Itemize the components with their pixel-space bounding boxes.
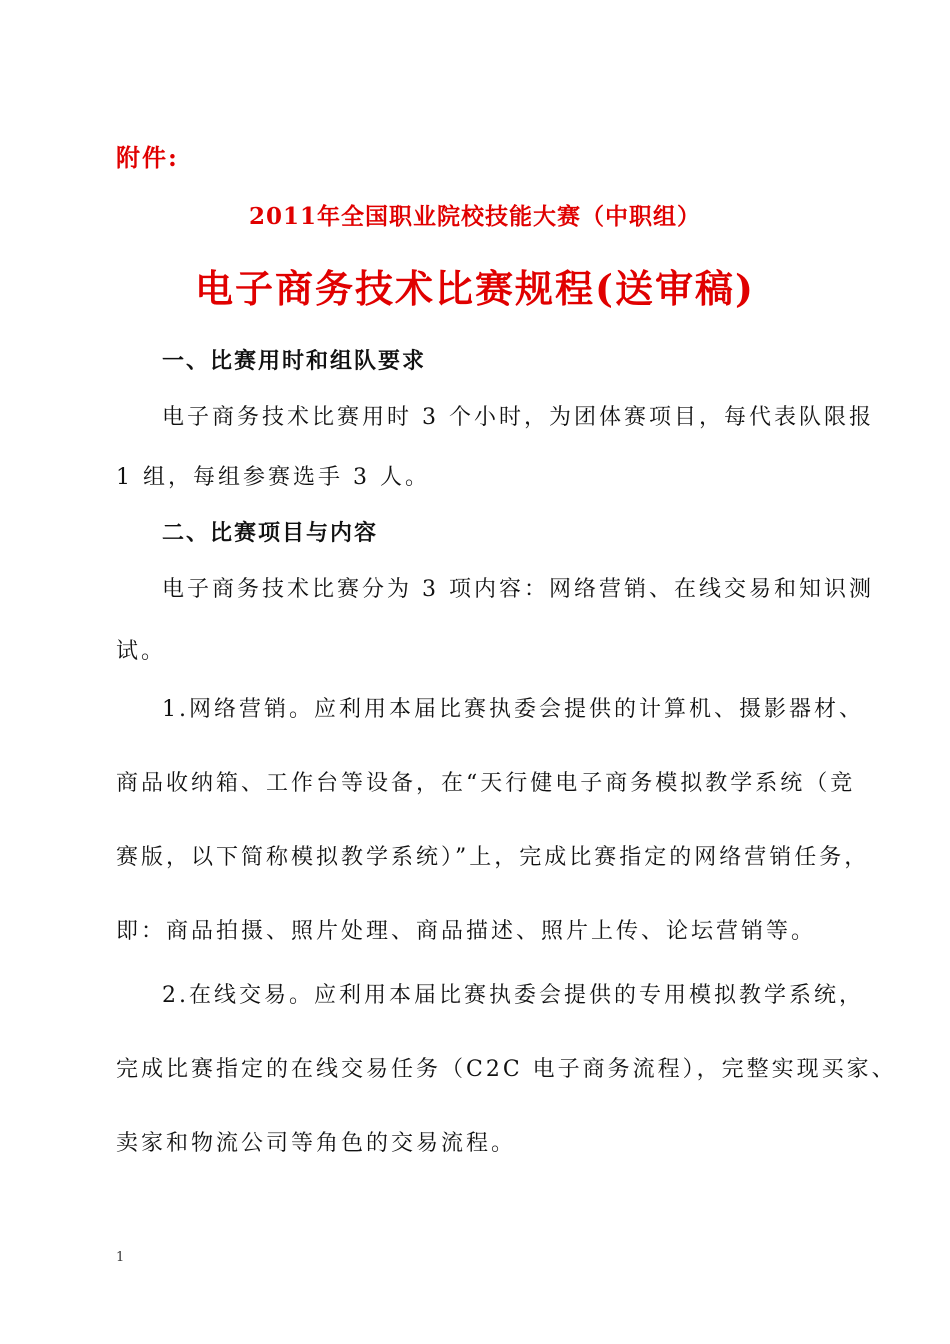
paragraph-line: 卖家和物流公司等角色的交易流程。: [116, 1131, 517, 1156]
paragraph-line: 完成比赛指定的在线交易任务（C2C 电子商务流程），完整实现买家、: [116, 1057, 897, 1082]
section-heading-1: 一、比赛用时和组队要求: [162, 348, 427, 374]
document-subtitle: 2011年全国职业院校技能大赛（中职组）: [248, 203, 701, 230]
paragraph-line: 电子商务技术比赛用时 3 个小时，为团体赛项目，每代表队限报: [162, 405, 874, 430]
paragraph-line: 2.在线交易。应利用本届比赛执委会提供的专用模拟教学系统，: [162, 983, 864, 1008]
paragraph-line: 1.网络营销。应利用本届比赛执委会提供的计算机、摄影器材、: [162, 697, 864, 722]
paragraph-line: 试。: [116, 639, 167, 664]
paragraph-line: 电子商务技术比赛分为 3 项内容：网络营销、在线交易和知识测: [162, 577, 874, 602]
page-number: 1: [116, 1250, 125, 1265]
paragraph-line: 即：商品拍摄、照片处理、商品描述、照片上传、论坛营销等。: [116, 919, 817, 944]
section-heading-2: 二、比赛项目与内容: [162, 520, 379, 546]
paragraph-line: 1 组，每组参赛选手 3 人。: [116, 465, 430, 490]
paragraph-line: 商品收纳箱、工作台等设备，在“天行健电子商务模拟教学系统（竞: [116, 771, 856, 796]
document-title: 电子商务技术比赛规程(送审稿): [195, 266, 755, 311]
attachment-label: 附件:: [116, 143, 179, 172]
paragraph-line: 赛版，以下简称模拟教学系统）”上，完成比赛指定的网络营销任务，: [116, 845, 870, 870]
